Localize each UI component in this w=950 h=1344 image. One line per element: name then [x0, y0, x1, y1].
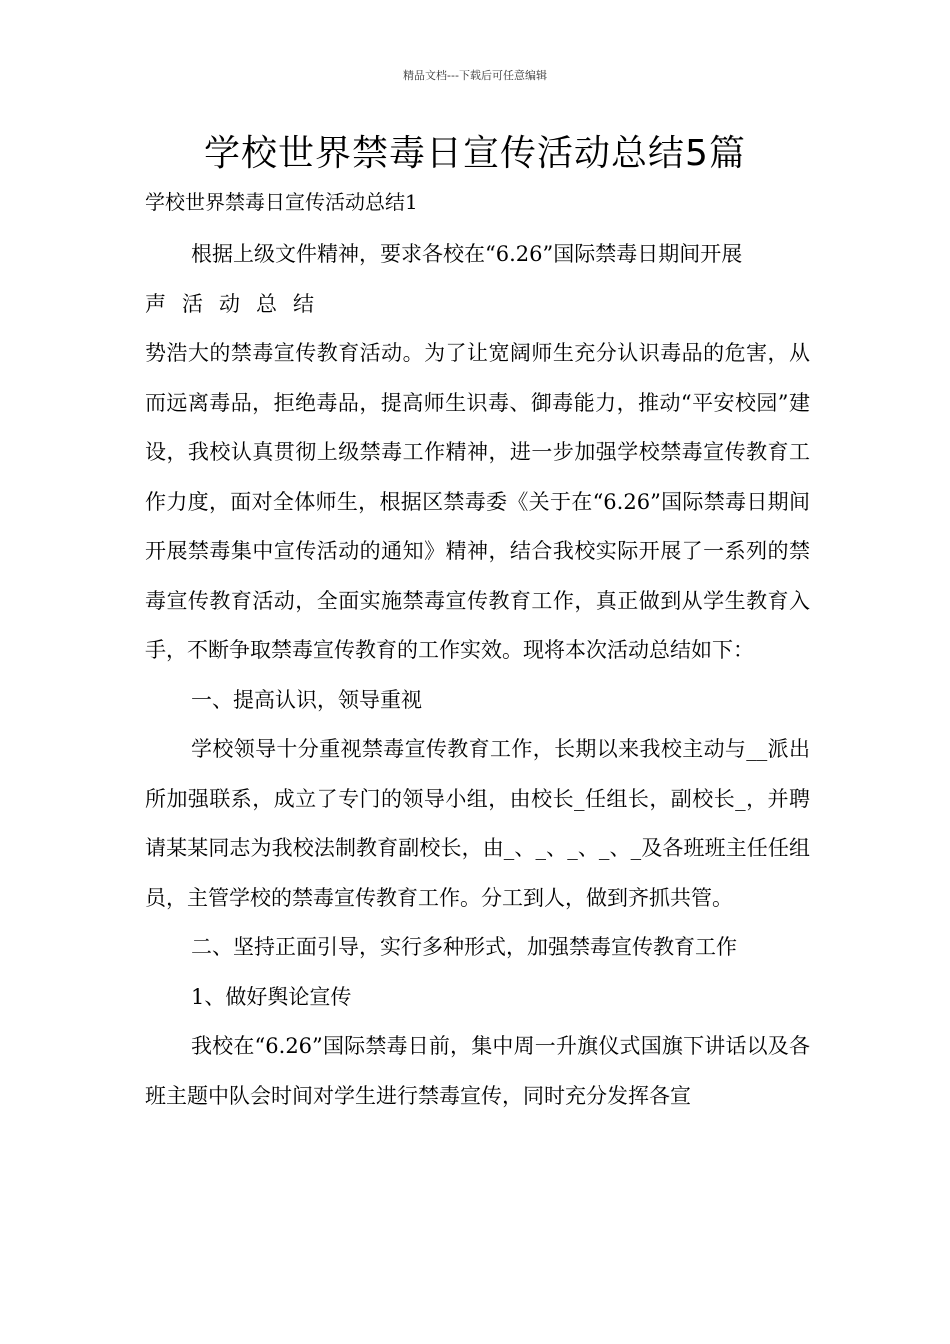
- heading-2: 二、坚持正面引导，实行多种形式，加强禁毒宣传教育工作: [191, 935, 737, 959]
- paragraph-1-line-1: 根据上级文件精神，要求各校在“6.26”国际禁毒日期间开展: [191, 242, 743, 266]
- paragraph-4: 我校在“6.26”国际禁毒日前，集中周一升旗仪式国旗下讲话以及各班主题中队会时间对学生进行禁毒宣传，同时充分发挥各宣: [145, 1034, 810, 1108]
- document-body: [145, 230, 810, 1121]
- heading-3: 1、做好舆论宣传: [191, 984, 352, 1009]
- heading-1: 一、提高认识，领导重视: [191, 687, 422, 712]
- paragraph-2: 势浩大的禁毒宣传教育活动。为了让宽阔师生充分认识毒品的危害，从而远离毒品，拒绝毒品，提高师生识毒、御毒能力，推动“平安校园”建设，我校认真贯彻上级禁毒工作精神，进一步加强学校禁毒宣传教育工作力度，面对全体师生，根据区禁毒委《关于在“6.26”国际禁毒日期间开展禁毒集中宣传活动的通知》精神，结合我校实际开展了一系列的禁毒宣传教育活动，全面实施禁毒宣传教育工作，真正做到从学生教育入手，不断争取禁毒宣传教育的工作实效。现将本次活动总结如下：: [145, 341, 810, 662]
- paragraph-3: 学校领导十分重视禁毒宣传教育工作，长期以来我校主动与__派出所加强联系，成立了专门的领导小组，由校长_任组长，副校长_，并聘请某某同志为我校法制教育副校长，由_、_、_、_、_及各班班主任任组员，主管学校的禁毒宣传教育工作。分工到人，做到齐抓共管。: [145, 737, 810, 910]
- section-subtitle: 学校世界禁毒日宣传活动总结1: [145, 190, 418, 214]
- paragraph-1-line-2: 声活动总结: [145, 291, 330, 316]
- document-title: 学校世界禁毒日宣传活动总结5篇: [204, 133, 746, 174]
- header-note: 精品文档---下载后可任意编辑: [403, 69, 547, 82]
